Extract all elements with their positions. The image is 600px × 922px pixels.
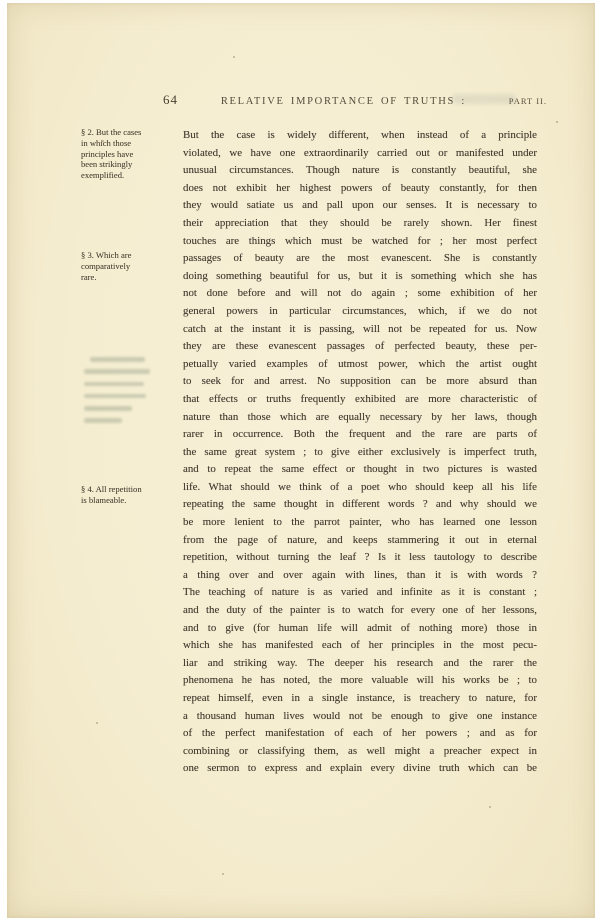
- body-text-line: repeating the same thought in different words ? and why should we: [183, 498, 537, 511]
- body-text-line: repeat himself, even in a single instance, is treachery to nature, for: [183, 692, 537, 704]
- body-text-line: touches are things which must be watched for ; her most perfect: [183, 234, 537, 247]
- body-text-line: they would satiate us and pall upon our senses. It is necessary to: [183, 199, 537, 212]
- showthrough-line: [84, 382, 144, 387]
- body-text-line: violated, we have one extraordinarily carried out or manifested under: [183, 146, 537, 159]
- showthrough-line: [84, 369, 150, 374]
- sidenote-section-2: § 2. But the cases in which those principles have been strikingly exemplified.: [81, 127, 142, 181]
- body-text-line: rarer in occurrence. Both the frequent and the rare are parts of: [183, 428, 537, 441]
- body-text-line: be more lenient to the parrot painter, who has learned one lesson: [183, 516, 537, 529]
- body-text: [183, 127, 537, 778]
- body-text-line: and to give (for human life will admit of nothing more) those in: [183, 621, 537, 634]
- body-text-line: the same great system ; to give either exclusively is imperfect truth,: [183, 445, 537, 458]
- running-title: RELATIVE IMPORTANCE OF TRUTHS :: [220, 96, 466, 107]
- body-text-line: liar and striking way. The deeper his research and the rarer the: [183, 656, 537, 669]
- body-text-line: combining or classifying them, as well might a preacher expect in: [183, 744, 537, 757]
- body-text-line: life. What should we think of a poet who should keep all his life: [183, 480, 537, 493]
- showthrough-line: [84, 418, 122, 423]
- body-text-line: of the perfect manifestation of each of her powers ; and as for: [183, 727, 537, 740]
- body-text-line: passages of beauty are the most evanescent. She is constantly: [183, 252, 537, 265]
- body-text-line: which she has manifested each of her principles in the most pecu-: [183, 639, 537, 652]
- showthrough-line: [90, 357, 145, 362]
- sidenote-section-4: § 4. All repetition is blameable.: [81, 484, 142, 505]
- body-text-line: their appreciation that they should be rarely shown. Her finest: [183, 216, 537, 229]
- part-label: PART II.: [508, 96, 547, 106]
- paper-speck: [489, 806, 491, 808]
- page-header: [163, 92, 547, 108]
- body-text-line: nature than those which are equally necessary by her laws, though: [183, 410, 537, 423]
- body-text-line: unusual circumstances. Though nature is constantly beautiful, she: [183, 164, 537, 177]
- sidenote-section-3: § 3. Which are comparatively rare.: [81, 250, 132, 282]
- body-text-line: one sermon to express and explain every divine truth which can be: [183, 762, 537, 775]
- body-text-line: doing something beautiful for us, but it is something which she has: [183, 269, 537, 282]
- body-text-line: general powers in particular circumstances, which, if we do not: [183, 304, 537, 317]
- paper-speck: [556, 121, 558, 123]
- paper-speck: [96, 722, 98, 724]
- showthrough-line: [84, 406, 132, 411]
- body-text-line: The teaching of nature is as varied and infinite as it is constant ;: [183, 586, 537, 599]
- body-text-line: But the case is widely different, when instead of a principle: [183, 129, 537, 141]
- body-text-line: a thousand human lives would not be enough to give one instance: [183, 709, 537, 722]
- page-showthrough-text: [84, 357, 156, 431]
- body-text-line: and the duty of the painter is to watch for every one of her lessons,: [183, 604, 537, 617]
- paper-speck: [222, 873, 224, 875]
- body-text-line: a thing over and over again with lines, than it is with words ?: [183, 568, 537, 581]
- body-text-line: catch at the instant it is passing, will not be repeated for us. Now: [183, 322, 537, 335]
- paper-speck: [101, 140, 104, 142]
- body-text-line: that effects or truths frequently exhibited are more characteristic of: [183, 392, 537, 405]
- body-text-line: and to repeat the same effect or thought in two pictures is wasted: [183, 463, 537, 476]
- body-text-line: repetition, without turning the leaf ? Is it less tautology to describe: [183, 551, 537, 564]
- body-text-line: petually varied examples of utmost power, which the artist ought: [183, 357, 537, 370]
- body-text-line: they are these evanescent passages of perfected beauty, these per-: [183, 340, 537, 353]
- body-text-line: to seek for and arrest. No supposition can be more absurd than: [183, 375, 537, 388]
- body-text-line: phenomena he has noted, the more valuable will his works be ; to: [183, 674, 537, 687]
- body-text-line: from the page of nature, and keeps stammering it out in eternal: [183, 533, 537, 546]
- page-number: 64: [163, 92, 178, 107]
- body-text-line: not done before and will not do again ; some exhibition of her: [183, 287, 537, 300]
- showthrough-line: [84, 394, 146, 399]
- paper-speck: [233, 56, 235, 58]
- body-text-line: does not exhibit her highest powers of beauty constantly, for then: [183, 181, 537, 194]
